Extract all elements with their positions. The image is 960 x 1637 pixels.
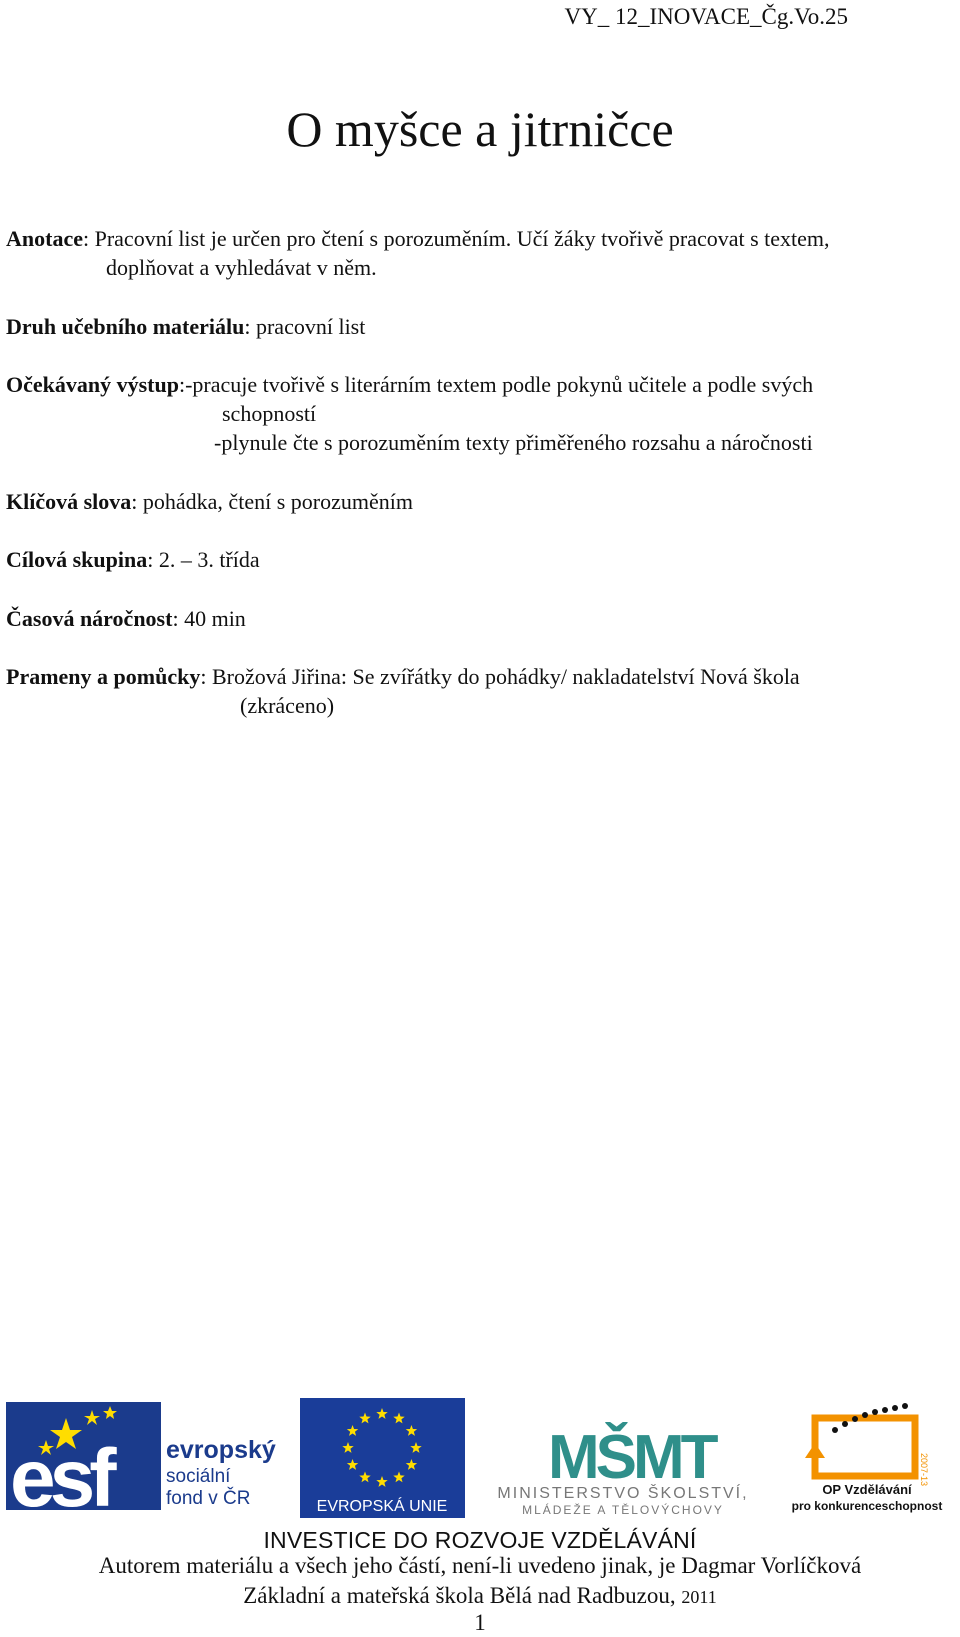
field-klicova: Klíčová slova: pohádka, čtení s porozuměním <box>6 489 413 514</box>
svg-text:EVROPSKÁ UNIE: EVROPSKÁ UNIE <box>316 1498 448 1515</box>
field-label: Anotace <box>6 226 83 251</box>
svg-text:fond v ČR: fond v ČR <box>166 1488 251 1509</box>
field-vystup-line3: -plynule čte s porozuměním texty přiměřeného rozsahu a náročnosti <box>214 430 813 455</box>
svg-text:OP Vzdělávání: OP Vzdělávání <box>822 1482 912 1497</box>
field-label: Prameny a pomůcky <box>6 664 201 689</box>
footer-school <box>0 1583 960 1609</box>
field-value: Pracovní list je určen pro čtení s porozuměním. Učí žáky tvořivě pracovat s textem, <box>94 226 830 251</box>
field-value: -pracuje tvořivě s literárním textem podle pokynů učitele a podle svých <box>185 372 814 397</box>
document-code: VY_ 12_INOVACE_Čg.Vo.25 <box>564 4 848 29</box>
op-logo <box>775 1398 960 1518</box>
eu-flag <box>300 1398 465 1518</box>
svg-text:2007-13: 2007-13 <box>919 1453 929 1487</box>
field-skupina: Cílová skupina: 2. – 3. třída <box>6 547 260 572</box>
field-label: Očekávaný výstup <box>6 372 179 397</box>
svg-text:MINISTERSTVO ŠKOLSTVÍ,: MINISTERSTVO ŠKOLSTVÍ, <box>497 1485 749 1502</box>
field-vystup-cont: schopností <box>222 401 317 426</box>
svg-text:sociální: sociální <box>166 1466 231 1487</box>
svg-text:evropský: evropský <box>166 1436 276 1464</box>
field-label: Cílová skupina <box>6 547 148 572</box>
field-label: Druh učebního materiálu <box>6 314 245 339</box>
footer-investice: INVESTICE DO ROZVOJE VZDĚLÁVÁNÍ <box>263 1527 697 1553</box>
field-anotace-cont: doplňovat a vyhledávat v něm. <box>106 255 377 280</box>
esf-emblem <box>6 1398 286 1518</box>
footer-year: 2011 <box>681 1587 717 1607</box>
footer-school-name: Základní a mateřská škola Bělá nad Radbuzou, <box>243 1583 676 1608</box>
field-value: 2. – 3. třída <box>158 547 260 572</box>
svg-text:MŠMT: MŠMT <box>548 1423 715 1492</box>
page-number: 1 <box>474 1610 486 1635</box>
logos-strip <box>0 1398 960 1518</box>
field-label: Klíčová slova <box>6 489 132 514</box>
page-title: O myšce a jitrničce <box>286 101 674 157</box>
field-value: Brožová Jiřina: Se zvířátky do pohádky/ nakladatelství Nová škola <box>211 664 800 689</box>
field-value: 40 min <box>184 606 246 631</box>
msmt-emblem <box>478 1398 768 1518</box>
field-value: pracovní list <box>255 314 366 339</box>
field-cas: Časová náročnost: 40 min <box>6 606 246 631</box>
svg-text:MLÁDEŽE A TĚLOVÝCHOVY: MLÁDEŽE A TĚLOVÝCHOVY <box>522 1503 724 1517</box>
eu-logo <box>300 1398 465 1518</box>
field-prameny-cont: (zkráceno) <box>240 693 335 718</box>
svg-text:pro konkurenceschopnost: pro konkurenceschopnost <box>791 1499 943 1513</box>
field-value: pohádka, čtení s porozuměním <box>142 489 413 514</box>
field-druh: Druh učebního materiálu: pracovní list <box>6 314 366 339</box>
op-emblem <box>775 1398 960 1518</box>
field-vystup: Očekávaný výstup:-pracuje tvořivě s literárním textem podle pokynů učitele a podle svých <box>6 372 814 397</box>
footer-author: Autorem materiálu a všech jeho částí, není-li uvedeno jinak, je Dagmar Vorlíčková <box>98 1553 862 1578</box>
field-prameny: Prameny a pomůcky: Brožová Jiřina: Se zvířátky do pohádky/ nakladatelství Nová škola <box>6 664 800 689</box>
field-anotace: Anotace: Pracovní list je určen pro čtení s porozuměním. Učí žáky tvořivě pracovat s textem, <box>6 226 830 251</box>
field-label: Časová náročnost <box>6 606 173 631</box>
svg-text:esf: esf <box>10 1433 111 1518</box>
esf-logo <box>6 1398 286 1518</box>
msmt-logo <box>478 1398 768 1518</box>
